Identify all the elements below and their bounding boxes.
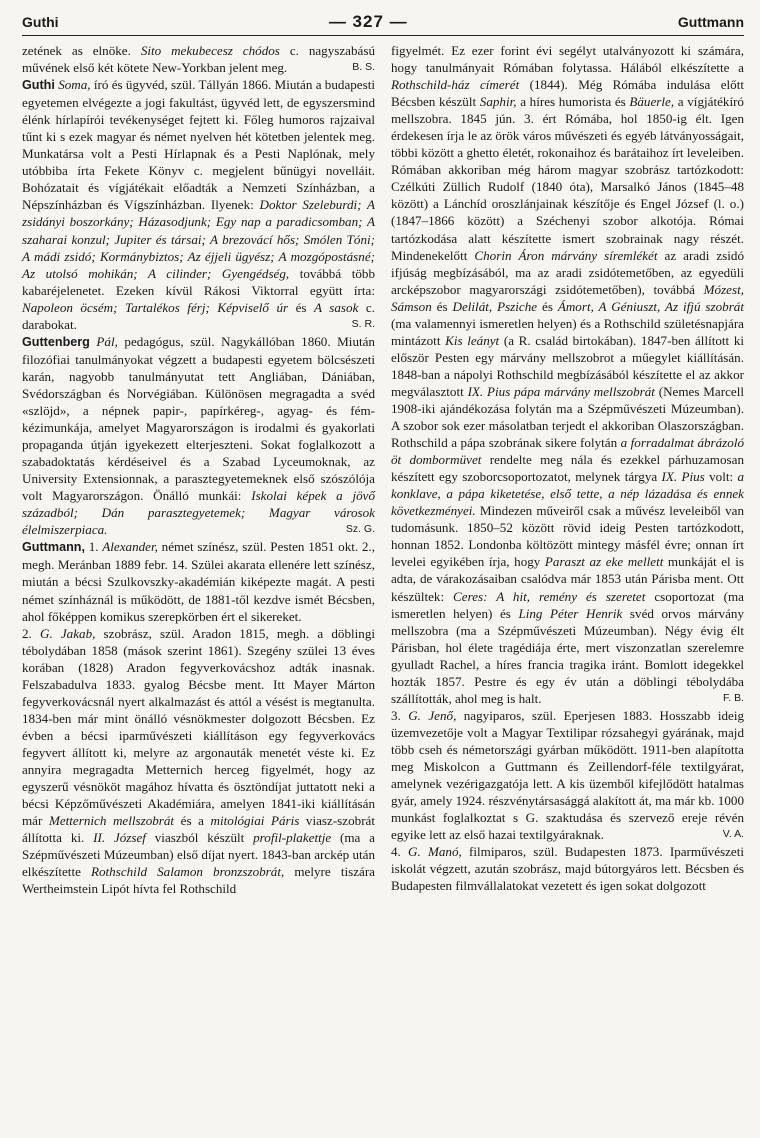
- text-run: továbbá több kabaréjelenetet. Ezeken kívül Rákosi Viktorral együtt írta:: [22, 265, 375, 298]
- entry-headword: Guthi: [22, 78, 55, 93]
- author-signature: Sz. G.: [345, 523, 375, 536]
- text-run: filmiparos, szül. Budapesten 1873. Iparművészeti iskolát végzett, azután szobrász, majd bútorgyáros lett. Bécsben és Budapesten filmvállalatokat vezetett és igen sokat dolgozott: [391, 844, 745, 894]
- text-run: A sasok: [314, 299, 359, 315]
- author-signature: B. S.: [352, 61, 375, 74]
- text-run: Iskolai képek a jövő századból; Dán parasztegyetemek; Magyar városok élelmiszerpiaca.: [22, 488, 375, 538]
- text-run: Ling Péter Henrik: [518, 605, 623, 621]
- text-run: Kis leányt: [445, 332, 500, 348]
- text-run: Doktor Szeleburdi; A zsidányi boszorkány; Házasodjunk; Egy nap a paradicsomban; A szaharai konzul; Jupiter és társai; A brezovácí hős; Smólen Tóni; A mádi zsidó; Kormánybiztos; Az éjjeli ügyész; A mozgópostásné; Az utolsó mohikán; A cilinder; Gyengédség,: [22, 197, 375, 281]
- text-run: a konklave, a pápa kiketetése, első tette, a nép lázadása és ennek következményei.: [391, 469, 744, 519]
- text-run: Chorin Áron márvány síremlékét: [474, 247, 658, 263]
- text-run: profil-plakettje: [253, 830, 332, 846]
- text-run: és: [537, 298, 558, 314]
- text-run: német színész, szül. Pesten 1851 okt. 2., megh. Meránban 1889 febr. 14. Szülei akarata ellenére lett színész, miután a bécsi Szulkovszky-akadémián kiképezte magát. A pesti német színháznál is működött, de 1881-től kezdve ismét Bécsben, ahol főképpen komikus szerepkörben ért el sikereket.: [22, 539, 375, 624]
- text-run: 1.: [84, 539, 103, 555]
- text-run: 4.: [391, 844, 409, 860]
- text-run: c. darabokat.: [22, 299, 375, 332]
- left-headword: Guthi: [22, 14, 59, 30]
- text-run: és: [288, 299, 315, 315]
- text-run: Mindezen műveiről csak a művész leveleiből van tudomásunk. 1850–52 között rövid ideig Pesten tartózkodott, honnan 1852. Londonba költözött mintegy másfél évre; onnan írt levelei egyikében írja, hogy: [391, 503, 744, 570]
- text-run: az aradi zsidó ifjúság megbízásából, ma az aradi zsidótemetőben, az egyedüli arcképszobor magyarországi zsidótemetőben), továbbá: [391, 247, 745, 297]
- text-run: Sito mekubecesz chódos: [140, 43, 280, 58]
- running-header: [22, 12, 744, 36]
- right-headword: Guttmann: [677, 14, 744, 30]
- text-run: figyelmét. Ez ezer forint évi segélyt utalványozott ki számára, hogy tanulmányait Rómában folytassa. Hálából elkészítette a: [391, 43, 744, 76]
- text-run: mitológiai Páris: [210, 813, 300, 829]
- text-run: csoportozat (ma ismeretlen helyen) és: [391, 588, 744, 621]
- text-run: Paraszt az eke mellett: [544, 554, 664, 570]
- text-run: (ma valamennyi ismeretlen helyen) és a Rothschild születésnapjára mintázott: [391, 315, 744, 348]
- text-run: svéd orvos márvány mellszobra (ma a Szépművészeti Múzeumban). Négy évig élt Párisban, hol élete tragédiája érte, mert viszonzatlan szerelemre gyulladt Rachel, a híres francia tragika iránt. Bomlott idegekkel hozták 1857. Pestre és egy év után a döblingi tébolydába szállították, ahol meg is halt.: [391, 605, 744, 706]
- text-run: Ceres: A hit, remény és szeretet: [453, 588, 646, 604]
- text-run: Mózest, Sámson: [391, 281, 744, 314]
- text-run: a vígjátékíró mellszobra. 1845 jún. 3. ért Rómába, hol 1850-ig élt. Igen érdekesen írja le az örök város művészeti és egyéb látványosságait, többi között a ghetto életét, rokonaihoz és barátaihoz írt leveleiben. Rómában akkoriban még három magyar szobrász tartózkodott: Czélkúti Züllich Rudolf (1840 óta), Marsalkó János (1845–48 között) a Lánchíd oroszlánjainak készítője és Engel József (l. o.) (1847–1866 között) a Széchenyi szobor alkotója. Római tartózkodása alatt készítette ismert szobrainak nagy részét. Mindenekelőtt: [391, 94, 744, 263]
- text-run: Bäuerle,: [629, 94, 675, 110]
- text-run: viasz-szobrát állította ki.: [22, 813, 375, 846]
- entry-headword: Guttmann,: [22, 540, 85, 555]
- author-signature: S. R.: [351, 317, 375, 330]
- entry-headword: Guttenberg: [22, 334, 90, 349]
- text-run: G. Jenő,: [408, 707, 457, 723]
- text-run: (a R. család birtokában). 1847-ben állított ki először Pesten egy márvány mellszobrot a műegylet kiállításán. 1848-ban a nápolyi Rothschild megbízásából készítette el az akkor megválasztott: [391, 332, 745, 399]
- author-signature: V. A.: [722, 828, 744, 841]
- text-run: G. Jakab,: [39, 625, 96, 641]
- text-run: 3.: [391, 707, 409, 723]
- text-run: Saphir,: [479, 94, 517, 110]
- text-run: és a: [174, 813, 211, 829]
- text-run: Delilát, Psziche: [452, 298, 538, 314]
- text-run: és: [431, 298, 453, 314]
- text-run: Rothschild Salamon bronzszobrát,: [91, 864, 285, 880]
- entry-paragraph: [391, 707, 744, 843]
- text-run: író és ügyvéd, szül. Tállyán 1866. Miután a budapesti egyetemen elvégezte a jogi fakultást, ügyvéd lett, de egyszersmind élénk hírlapírói tevékenységet fejtett ki. Főleg humoros rajzaival tűnt ki s ezek magyar és német nyelven hét kötetben jelentek meg. Munkatársa volt a Pesti Hírlapnak és a Pesti Naplónak, mely utóbbiba írta Fekete Könyv c. megjelent bűnügyi novelláit. Bohózatait és vígjátékait előadták a Nemzeti Színházban, a Népszínházban és Vígszínházban. Ilyenek:: [22, 77, 375, 213]
- page-number: — 327 —: [328, 12, 408, 31]
- text-run: viaszból készült: [145, 830, 254, 846]
- text-run: II. József: [93, 830, 146, 846]
- text-run: Pál,: [96, 333, 118, 349]
- entry-paragraph: [22, 538, 375, 624]
- text-run: 2.: [22, 625, 40, 641]
- text-run: Napoleon öcsém; Tartalékos férj; Képviselő úr: [22, 299, 289, 315]
- left-column: [22, 42, 375, 897]
- entry-paragraph: [22, 76, 375, 333]
- text-run: (ma a Szépművészeti Múzeumban) első díjat nyert. 1843-ban arckép után elkészítette: [22, 830, 375, 880]
- text-run: szobrász, szül. Aradon 1815, megh. a döblingi tébolydában 1858 (mások szerint 1861). Szegény szülei 13 éves korában (1828) Aradon fegyverkovácshoz adták inasnak. Felszabadulva 1833. gyalog Bécsbe ment. Itt Mayer Márton fegyverkovácsnál nyert alkalmazást és attól a vésést is megtanulta. 1834-ben már mint önálló vésnökmester dolgozott Bécsben. Ez évben a bécsi iparművészeti kiállításon egy fegyverkovács fegyvert állított ki, melyre az argonauták menetét véste ki. Ez annyira megragadta Metternich herceg figyelmét, hogy az egyszerű vésnököt magához hívatta és ösztöndíjat juttatott neki a bécsi Képzőművészeti Akadémiára, amelyen 1841-iki kiállításán már: [22, 625, 376, 829]
- text-run: volt:: [704, 469, 738, 485]
- text-run: G. Manó,: [408, 844, 462, 860]
- right-column: [391, 42, 744, 897]
- author-signature: F. B.: [722, 691, 744, 704]
- text-run: Metternich mellszobrát: [48, 813, 175, 829]
- entry-paragraph: [22, 42, 375, 76]
- entry-paragraph: [391, 843, 744, 894]
- text-run: a forradalmat ábrázoló öt dombormüvet: [391, 435, 745, 468]
- text-run: pedagógus, szül. Nagykállóban 1860. Miután filozófiai tanulmányokat végzett a budapesti egyetem bölcsészeti karán, nagyobb tanulmányutat tett Angliában, Dániában, Svédországban és Norvégiában. Különösen megragadta a svéd «szlöjd», a népnek papir-, papírkéreg-, agyag- és fém-kézimunkája, amelyet Magyarországon is irodalmi és gyakorlati propaganda útján igyekezett elterjeszteni. Sokat foglalkozott a szabadoktatás kérdéseivel és a Szabad Lyceumoknak, az University Extensionnak, a parasztegyetemeknek első szószólója volt Magyarországon. Önálló munkái:: [22, 333, 375, 504]
- text-run: rendelte meg nála és ezekkel párhuzamosan készített egy szoborcsoportozatot, melynek tárgya: [391, 452, 744, 485]
- entry-paragraph: [391, 42, 744, 707]
- text-run: Ámort, A Géniuszt, Az ifjú szobrát: [557, 298, 744, 314]
- text-run: IX. Pius: [661, 469, 705, 485]
- text-run: IX. Pius pápa márvány mellszobrát: [467, 383, 655, 399]
- text-run: munkáját el is adta, de várakozásaiban csalódva már 1853 után Párisba ment. Ott készültek:: [391, 554, 744, 604]
- entry-paragraph: [22, 333, 375, 539]
- text-run: melyre tiszára Wertheimstein Lipót hívta fel Rothschild: [22, 864, 375, 897]
- text-run: zetének as elnöke.: [22, 43, 141, 58]
- text-run: Alexander,: [102, 539, 158, 555]
- entry-paragraph: [22, 625, 375, 898]
- text-run: (Nemes Marcell 1908-iki ajándékozása folytán ma a Szépművészeti Múzeumban). A szobor sok ezer másolatban terjedt el akkoriban Olaszországban. Rothschild a pápa szobrának sikere folytán: [391, 383, 744, 451]
- text-run: c. nagyszabású művének első két kötete New-Yorkban jelent meg.: [22, 43, 375, 76]
- text-run: (1844). Még Rómába indulása előtt Bécsben készült: [391, 77, 745, 110]
- text-columns: [22, 42, 744, 897]
- text-run: a híres humorista és: [516, 94, 630, 110]
- text-run: nagyiparos, szül. Eperjesen 1883. Hosszabb ideig üzemvezetője volt a Magyar Textilipar rózsahegyi gyárának, majd több cseh és németországi gyárban működött. 1911-ben alapította meg Miskolcon a Guttmann és Zeillendorf-féle textilgyárat, amelynek vezérigazgatója lett. A kis üzemből kifejlődött hatalmas gyár, amely 1924. részvénytársasággá alakított át, ma már kb. 1000 munkást foglalkoztat s G. szaktudása és szervező ereje révén egyike lett az első hazai textilgyáraknak.: [391, 707, 744, 843]
- text-run: Rothschild-ház címerét: [391, 77, 520, 93]
- text-run: Soma,: [58, 77, 91, 93]
